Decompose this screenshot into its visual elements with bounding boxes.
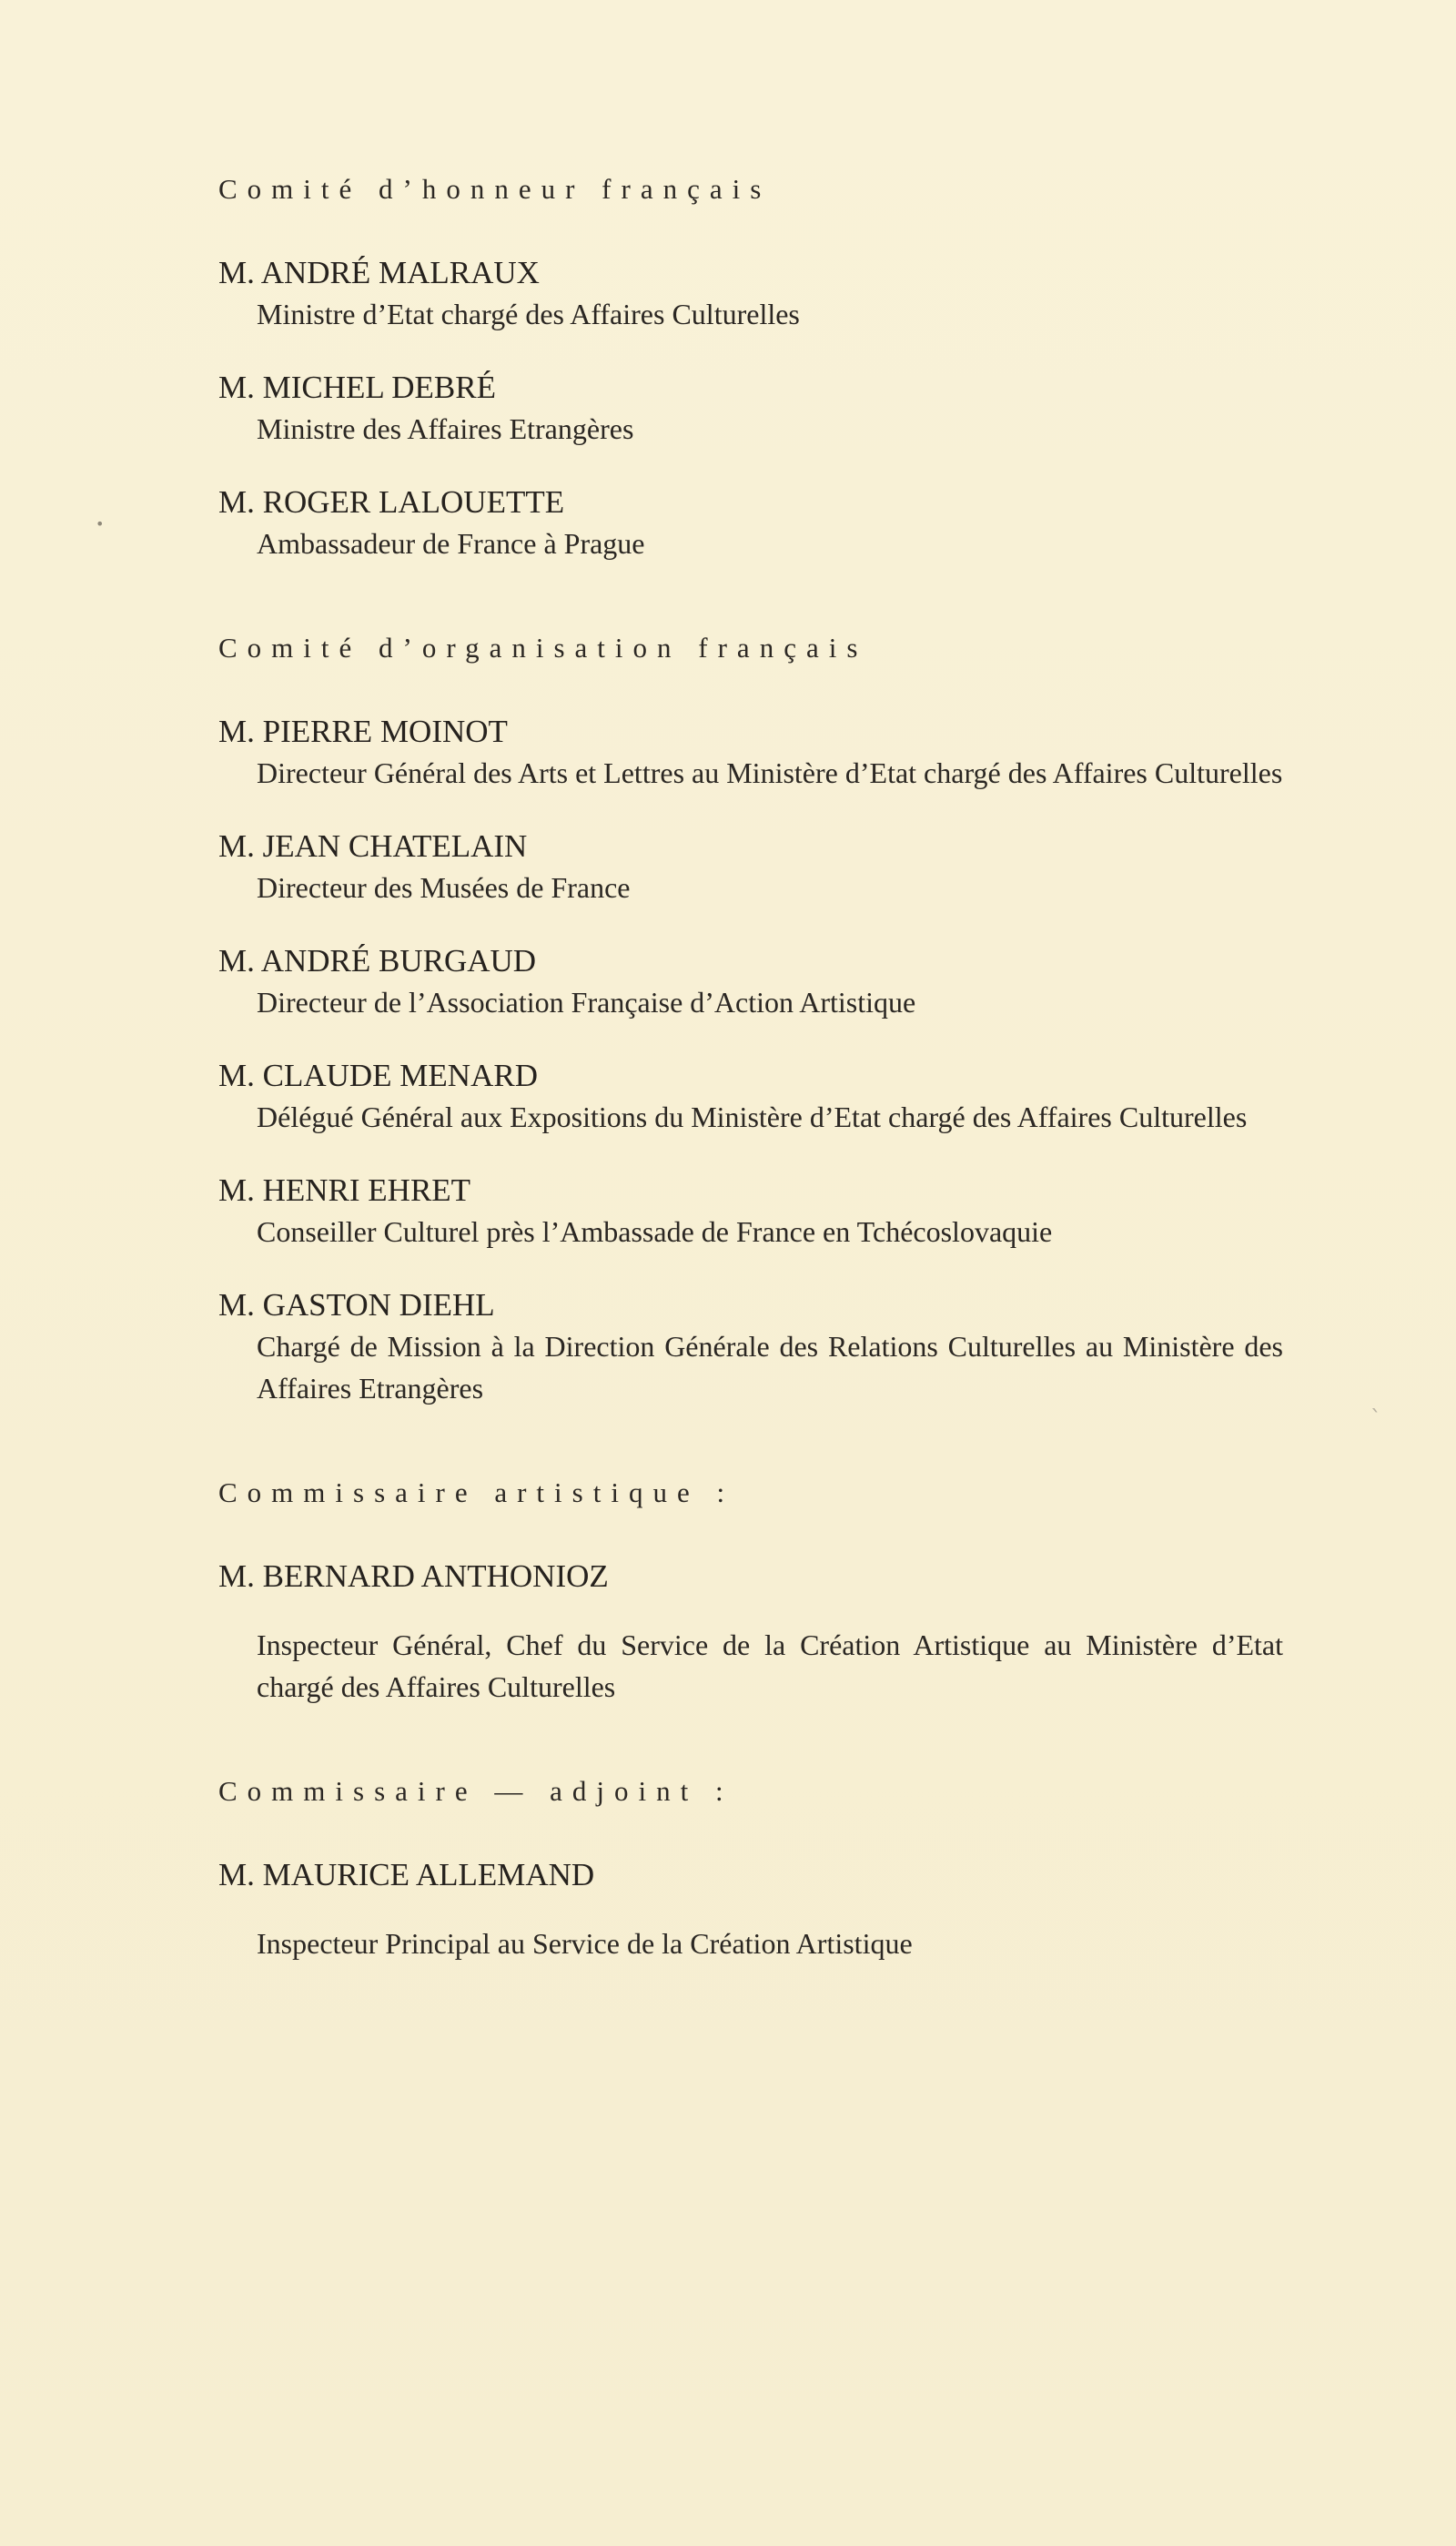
member-name: M. CLAUDE MENARD — [218, 1058, 538, 1093]
member-name: M. ANDRÉ BURGAUD — [218, 943, 537, 979]
member-diehl — [218, 1285, 1283, 1409]
member-role: Ambassadeur de France à Prague — [257, 527, 645, 560]
member-lalouette — [218, 482, 1283, 564]
member-role: Inspecteur Principal au Service de la Création Artistique — [257, 1927, 913, 1960]
member-name: M. ROGER LALOUETTE — [218, 484, 565, 520]
member-role: Directeur de l’Association Française d’Action Artistique — [257, 986, 916, 1019]
committee-list — [218, 173, 1283, 1997]
member-chatelain — [218, 827, 1283, 908]
member-debre — [218, 368, 1283, 450]
member-name: M. ANDRÉ MALRAUX — [218, 255, 540, 290]
member-menard — [218, 1056, 1283, 1138]
member-name: M. MICHEL DEBRÉ — [218, 370, 496, 405]
member-role: Ministre d’Etat chargé des Affaires Culturelles — [257, 298, 800, 330]
member-moinot — [218, 712, 1283, 794]
member-malraux — [218, 253, 1283, 335]
stray-caret-mark: ˎ — [1370, 1387, 1381, 1413]
stray-dot-mark: • — [96, 515, 105, 533]
member-anthonioz — [218, 1557, 1283, 1708]
member-role: Chargé de Mission à la Direction Générale des Relations Culturelles au Ministère des Affaires Etrangères — [257, 1330, 1283, 1405]
section-title-commissaire: Commissaire artistique : — [218, 1476, 735, 1508]
section-title-commissaire-adjoint: Commissaire — adjoint : — [218, 1775, 733, 1807]
member-role: Conseiller Culturel près l’Ambassade de France en Tchécoslovaquie — [257, 1215, 1053, 1248]
member-role: Délégué Général aux Expositions du Ministère d’Etat chargé des Affaires Culturelles — [257, 1101, 1248, 1133]
section-title-organisation: Comité d’organisation français — [218, 632, 868, 664]
member-ehret — [218, 1171, 1283, 1253]
member-burgaud — [218, 941, 1283, 1023]
member-role: Ministre des Affaires Etrangères — [257, 412, 634, 445]
member-role: Directeur des Musées de France — [257, 871, 631, 904]
member-name: M. GASTON DIEHL — [218, 1287, 495, 1323]
member-name: M. HENRI EHRET — [218, 1172, 471, 1208]
member-allemand — [218, 1855, 1283, 1964]
member-name: M. MAURICE ALLEMAND — [218, 1857, 595, 1892]
section-title-honneur: Comité d’honneur français — [218, 173, 772, 205]
member-role: Directeur Général des Arts et Lettres au Ministère d’Etat chargé des Affaires Culturelles — [257, 756, 1283, 789]
member-role: Inspecteur Général, Chef du Service de la Création Artistique au Ministère d’Etat chargé des Affaires Culturelles — [257, 1628, 1283, 1703]
member-name: M. BERNARD ANTHONIOZ — [218, 1558, 609, 1594]
member-name: M. JEAN CHATELAIN — [218, 828, 528, 864]
member-name: M. PIERRE MOINOT — [218, 714, 508, 749]
